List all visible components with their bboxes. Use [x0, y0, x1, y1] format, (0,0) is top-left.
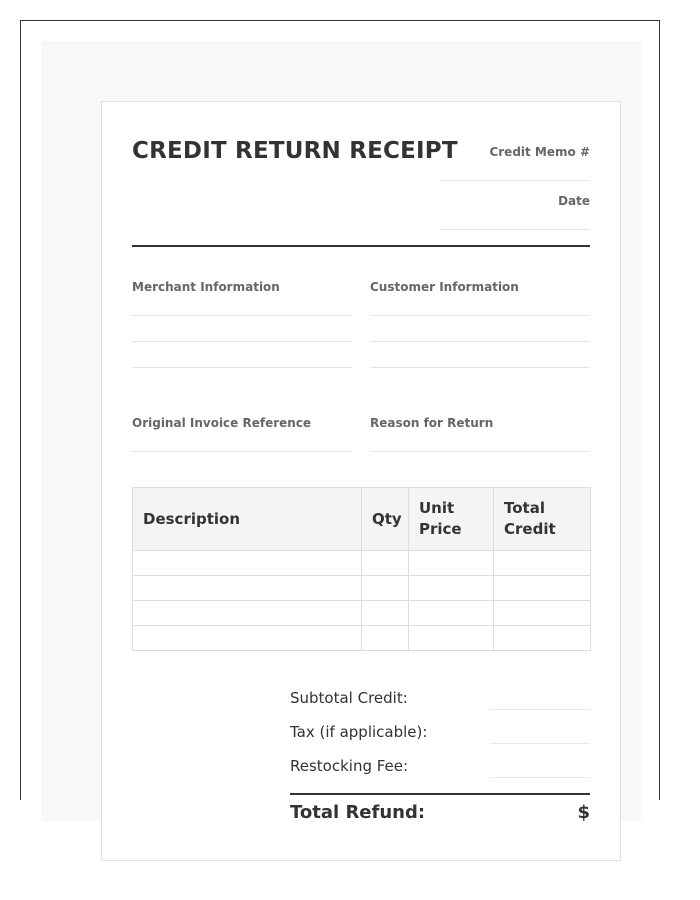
column-header-description: Description: [133, 488, 362, 551]
date-label: Date: [558, 194, 590, 208]
qty-cell[interactable]: [362, 576, 409, 601]
qty-cell[interactable]: [362, 551, 409, 576]
total-divider: [290, 793, 590, 795]
merchant-field-line-1[interactable]: [132, 315, 352, 316]
description-cell[interactable]: [133, 576, 362, 601]
customer-info-label: Customer Information: [370, 280, 519, 294]
merchant-field-line-3[interactable]: [132, 367, 352, 368]
invoice-reference-label: Original Invoice Reference: [132, 416, 312, 430]
document-frame: [20, 20, 660, 823]
merchant-info-label: Merchant Information: [132, 280, 280, 294]
column-header-unit-price: Unit Price: [409, 488, 494, 551]
tax-field[interactable]: [490, 743, 590, 744]
customer-field-line-2[interactable]: [370, 341, 590, 342]
subtotal-credit-field[interactable]: [490, 709, 590, 710]
qty-cell[interactable]: [362, 601, 409, 626]
qty-cell[interactable]: [362, 626, 409, 651]
reason-for-return-label: Reason for Return: [370, 416, 494, 430]
column-header-total-credit: Total Credit: [494, 488, 591, 551]
customer-field-line-1[interactable]: [370, 315, 590, 316]
column-header-qty: Qty: [362, 488, 409, 551]
description-cell[interactable]: [133, 551, 362, 576]
invoice-reference-field[interactable]: [132, 451, 352, 452]
tax-label: Tax (if applicable):: [290, 723, 428, 741]
unit-price-cell[interactable]: [409, 576, 494, 601]
unit-price-cell[interactable]: [409, 626, 494, 651]
credit-memo-label: Credit Memo #: [489, 145, 590, 159]
restocking-fee-field[interactable]: [490, 777, 590, 778]
receipt-paper: [101, 101, 621, 861]
page-backdrop: [41, 41, 641, 821]
header-divider: [132, 245, 590, 247]
subtotal-credit-label: Subtotal Credit:: [290, 689, 408, 707]
table-row: [133, 626, 591, 651]
total-credit-cell[interactable]: [494, 551, 591, 576]
total-refund-label: Total Refund:: [290, 802, 426, 823]
document-title: CREDIT RETURN RECEIPT: [132, 138, 458, 164]
description-cell[interactable]: [133, 626, 362, 651]
total-credit-cell[interactable]: [494, 576, 591, 601]
table-header-row: [133, 488, 591, 551]
table-row: [133, 576, 591, 601]
credit-memo-field[interactable]: [440, 180, 590, 181]
table-row: [133, 551, 591, 576]
items-table: [132, 487, 591, 651]
reason-for-return-field[interactable]: [370, 451, 590, 452]
unit-price-cell[interactable]: [409, 551, 494, 576]
table-row: [133, 601, 591, 626]
unit-price-cell[interactable]: [409, 601, 494, 626]
total-refund-currency: $: [577, 802, 590, 823]
description-cell[interactable]: [133, 601, 362, 626]
restocking-fee-label: Restocking Fee:: [290, 757, 409, 775]
customer-field-line-3[interactable]: [370, 367, 590, 368]
total-credit-cell[interactable]: [494, 626, 591, 651]
total-credit-cell[interactable]: [494, 601, 591, 626]
merchant-field-line-2[interactable]: [132, 341, 352, 342]
date-field[interactable]: [440, 229, 590, 230]
